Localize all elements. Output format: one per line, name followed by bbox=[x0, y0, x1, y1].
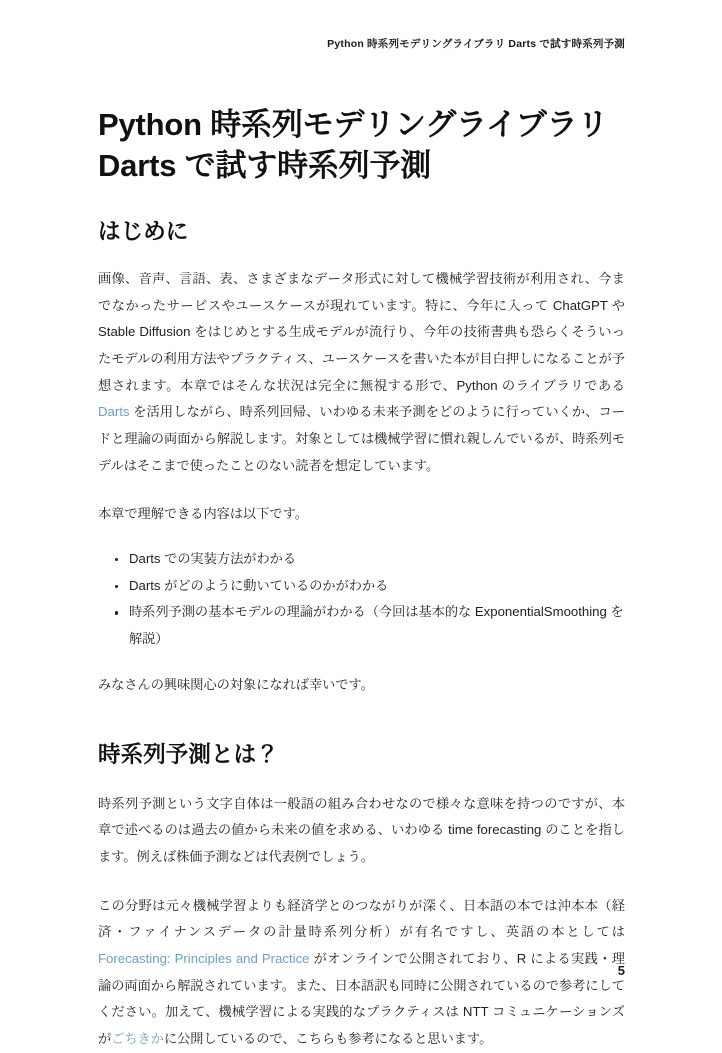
text-run: この分野は元々機械学習よりも経済学とのつながりが深く、日本語の本では沖本本（経済・ファイナンスデータの計量時系列分析）が有名ですし、英語の本としては bbox=[98, 897, 625, 940]
paragraph-intro-1 bbox=[98, 266, 625, 479]
link-gochikika[interactable]: ごちきか bbox=[111, 1030, 164, 1046]
page-content bbox=[98, 104, 625, 1053]
page-title-line-2: Darts で試す時系列予測 bbox=[98, 148, 432, 184]
paragraph-intro-closing: みなさんの興味関心の対象になれば幸いです。 bbox=[98, 677, 374, 693]
paragraph-intro-2 bbox=[98, 501, 625, 528]
running-header: Python 時系列モデリングライブラリ Darts で試す時系列予測 bbox=[327, 38, 625, 50]
list-item: Darts がどのように動いているのかがわかる bbox=[112, 573, 625, 600]
text-run: がオンラインで公開されており、R による実践・理論の両面から解説されています。また、日本語訳も同時に公開されているので参考にしてください。加えて、機械学習による実践的なプラクティスは NTT コミュニケーションズが bbox=[98, 950, 625, 1046]
text-run: 画像、音声、言語、表、さまざまなデータ形式に対して機械学習技術が利用され、今までなかったサービスやユースケースが現れています。特に、今年に入って ChatGPT や Stable Diffusion をはじめとする生成モデルが流行り、今年の技術書典も恐らくそういったモデルの利用方法やプラクティス、ユースケースを書いた本が目白押しになることが予想されます。本章ではそんな状況は完全に無視する形で、Python のライブラリである bbox=[98, 270, 625, 393]
paragraph-forecasting-1 bbox=[98, 791, 625, 871]
list-item: Darts での実装方法がわかる bbox=[112, 546, 625, 573]
text-run: に公開しているので、こちらも参考になると思います。 bbox=[163, 1030, 493, 1046]
text-run: 時系列予測という文字自体は一般語の組み合わせなので様々な意味を持つのですが、本章で述べるのは過去の値から未来の値を求める、いわゆる time forecasting のことを指します。例えば株価予測などは代表例でしょう。 bbox=[98, 795, 625, 864]
page-number: 5 bbox=[617, 963, 625, 978]
section-heading-introduction: はじめに bbox=[98, 219, 189, 245]
section-heading-what-is-forecasting: 時系列予測とは？ bbox=[98, 742, 279, 768]
list-item: 時系列予測の基本モデルの理論がわかる（今回は基本的な ExponentialSmoothing を解説） bbox=[112, 599, 625, 652]
page-title bbox=[98, 104, 625, 186]
link-forecasting-principles-and-practice[interactable]: Forecasting: Principles and Practice bbox=[98, 950, 310, 966]
list-learning-outcomes bbox=[98, 546, 625, 653]
text-run: 本章で理解できる内容は以下です。 bbox=[98, 506, 308, 522]
page-title-line-1: Python 時系列モデリングライブラリ bbox=[98, 107, 609, 142]
link-darts[interactable]: Darts bbox=[98, 404, 130, 420]
text-run: を活用しながら、時系列回帰、いわゆる未来予測をどのように行っていくか、コードと理論の両面から解説します。対象としては機械学習に慣れ親しんでいるが、時系列モデルはそこまで使ったことのない読者を想定しています。 bbox=[98, 404, 625, 473]
